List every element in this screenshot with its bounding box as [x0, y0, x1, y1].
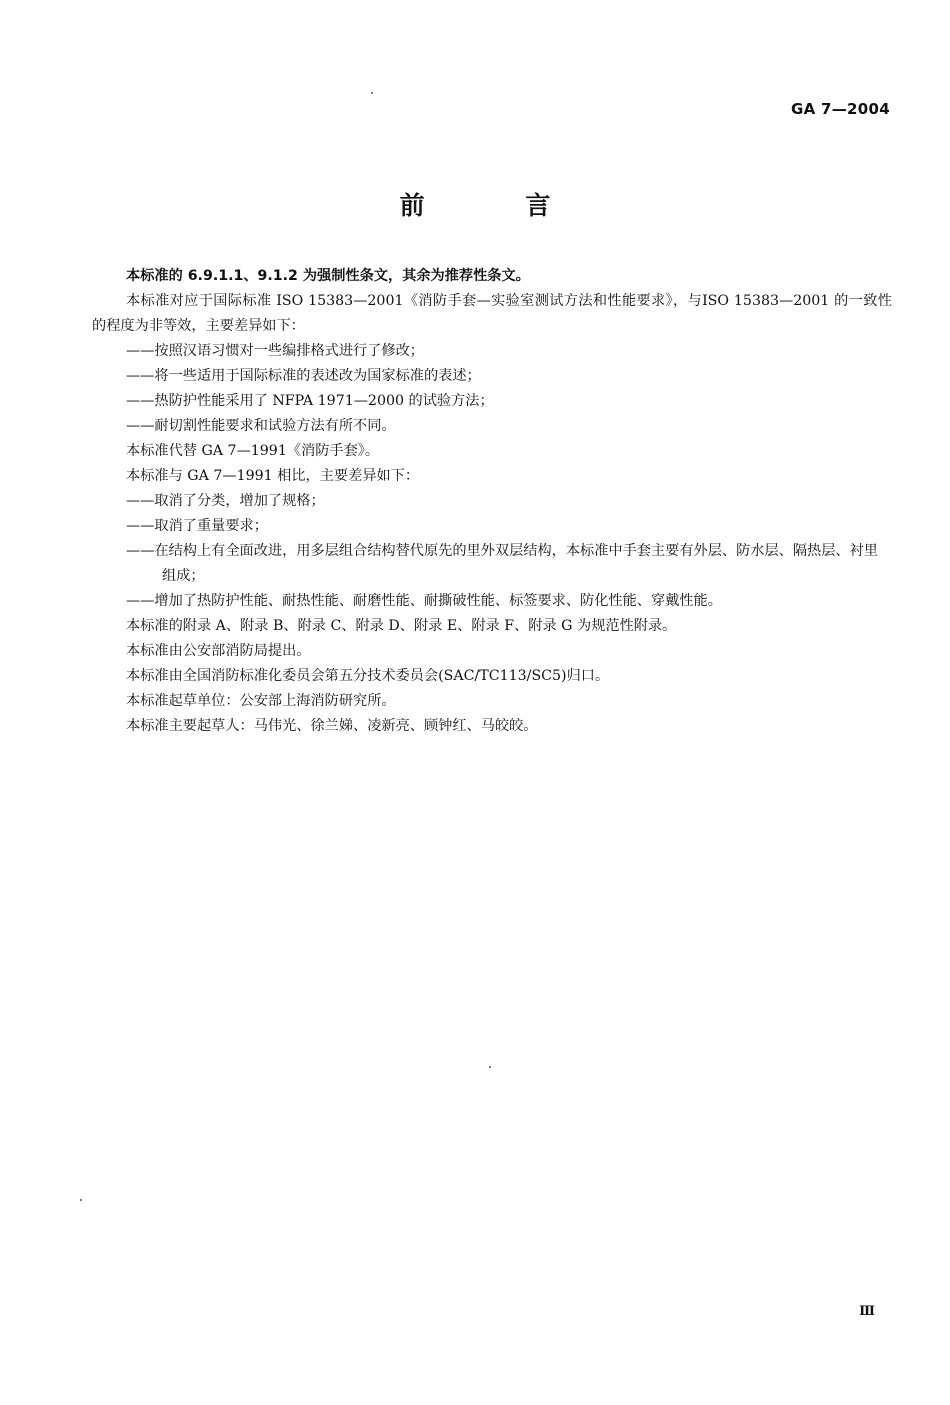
- change-item: ——增加了热防护性能、耐热性能、耐磨性能、耐撕破性能、标签要求、防化性能、穿戴性能。: [126, 593, 722, 609]
- proposer-paragraph: 本标准由公安部消防局提出。: [126, 643, 311, 659]
- page-number: Ⅲ: [859, 1304, 875, 1319]
- committee-paragraph: 本标准由全国消防标准化委员会第五分技术委员会(SAC/TC113/SC5)归口。: [126, 668, 610, 684]
- mandatory-clause-note: 本标准的 6.9.1.1、9.1.2 为强制性条文，其余为推荐性条文。: [126, 268, 530, 284]
- difference-item: ——按照汉语习惯对一些编排格式进行了修改；: [126, 343, 424, 359]
- iso-correspondence-paragraph: 本标准对应于国际标准 ISO 15383—2001《消防手套—实验室测试方法和性能要求》，与ISO 15383—2001 的一致性的程度为非等效，主要差异如下：: [92, 293, 892, 334]
- standard-code: GA 7—2004: [790, 100, 890, 118]
- foreword-body: [92, 264, 892, 739]
- difference-item: ——将一些适用于国际标准的表述改为国家标准的表述；: [126, 368, 481, 384]
- change-item: ——取消了重量要求；: [126, 518, 268, 534]
- page-title: 前 言: [399, 191, 597, 220]
- scan-speck: [371, 92, 373, 94]
- annex-paragraph: 本标准的附录 A、附录 B、附录 C、附录 D、附录 E、附录 F、附录 G 为规范性附录。: [126, 618, 677, 634]
- replaces-paragraph: 本标准代替 GA 7—1991《消防手套》。: [126, 443, 380, 459]
- change-item: ——取消了分类，增加了规格；: [126, 493, 325, 509]
- difference-item: ——耐切割性能要求和试验方法有所不同。: [126, 418, 396, 434]
- scan-speck: [489, 1066, 491, 1068]
- drafters-paragraph: 本标准主要起草人：马伟光、徐兰娣、凌新亮、顾钟红、马皎皎。: [126, 718, 538, 734]
- scan-speck: [80, 1199, 82, 1201]
- comparison-paragraph: 本标准与 GA 7—1991 相比，主要差异如下：: [126, 468, 420, 484]
- change-item: ——在结构上有全面改进，用多层组合结构替代原先的里外双层结构，本标准中手套主要有外层、防水层、隔热层、衬里组成；: [126, 543, 878, 584]
- difference-item: ——热防护性能采用了 NFPA 1971—2000 的试验方法；: [126, 393, 494, 409]
- drafting-unit-paragraph: 本标准起草单位：公安部上海消防研究所。: [126, 693, 396, 709]
